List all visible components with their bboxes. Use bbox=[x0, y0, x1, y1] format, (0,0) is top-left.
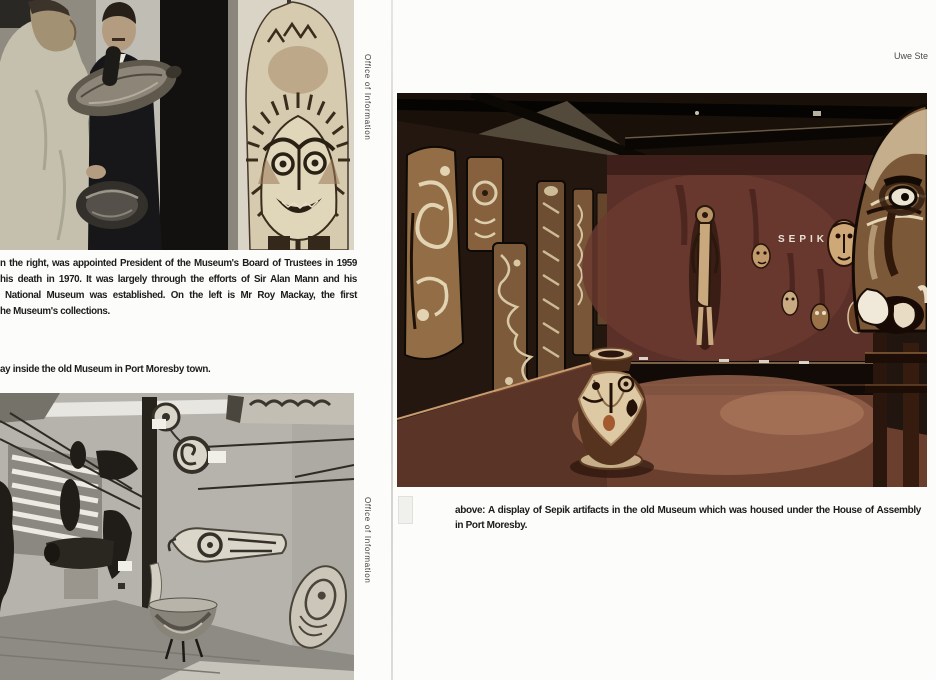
gope-board-artifact bbox=[238, 0, 354, 250]
paragraph-line: he Museum's collections. bbox=[0, 306, 110, 317]
photo-museum-trustees bbox=[0, 0, 354, 250]
caption-text: A display of Sepik artifacts in the old Museum which was housed under the House of Assembly bbox=[487, 505, 922, 516]
photographer-credit: Uwe Ste bbox=[894, 51, 929, 61]
caption-line-2: in Port Moresby. bbox=[455, 520, 528, 531]
scan-artifact bbox=[398, 496, 413, 524]
page-gutter-line bbox=[391, 0, 393, 680]
caption-line-1 bbox=[455, 503, 921, 518]
caption-lead-word: above: bbox=[455, 505, 486, 516]
paragraph-line: his death in 1970. It was largely through the efforts of Sir Alan Mann and his bbox=[0, 274, 357, 285]
paragraph-line: n the right, was appointed President of the Museum's Board of Trustees in 1959 bbox=[0, 258, 357, 269]
dark-doorway bbox=[160, 0, 232, 250]
sepik-display-caption bbox=[455, 503, 921, 533]
office-of-information-credit-bottom: Office of Information bbox=[363, 497, 372, 584]
museum-history-paragraph bbox=[0, 256, 357, 320]
canoe-prow bbox=[226, 393, 354, 425]
carved-figure-on-wall bbox=[689, 206, 721, 350]
office-of-information-credit-top: Office of Information bbox=[363, 54, 372, 141]
wall-socket bbox=[118, 583, 125, 589]
sepik-sign-text: SEPIK bbox=[778, 234, 829, 245]
photo-sepik-display bbox=[397, 93, 927, 487]
old-museum-caption: ay inside the old Museum in Port Moresby town. bbox=[0, 364, 211, 375]
sepik-back-wall bbox=[582, 155, 875, 363]
paragraph-line: National Museum was established. On the left is Mr Roy Mackay, the first bbox=[5, 290, 357, 301]
photo-old-museum-interior bbox=[0, 393, 354, 680]
door-frame bbox=[228, 0, 238, 250]
